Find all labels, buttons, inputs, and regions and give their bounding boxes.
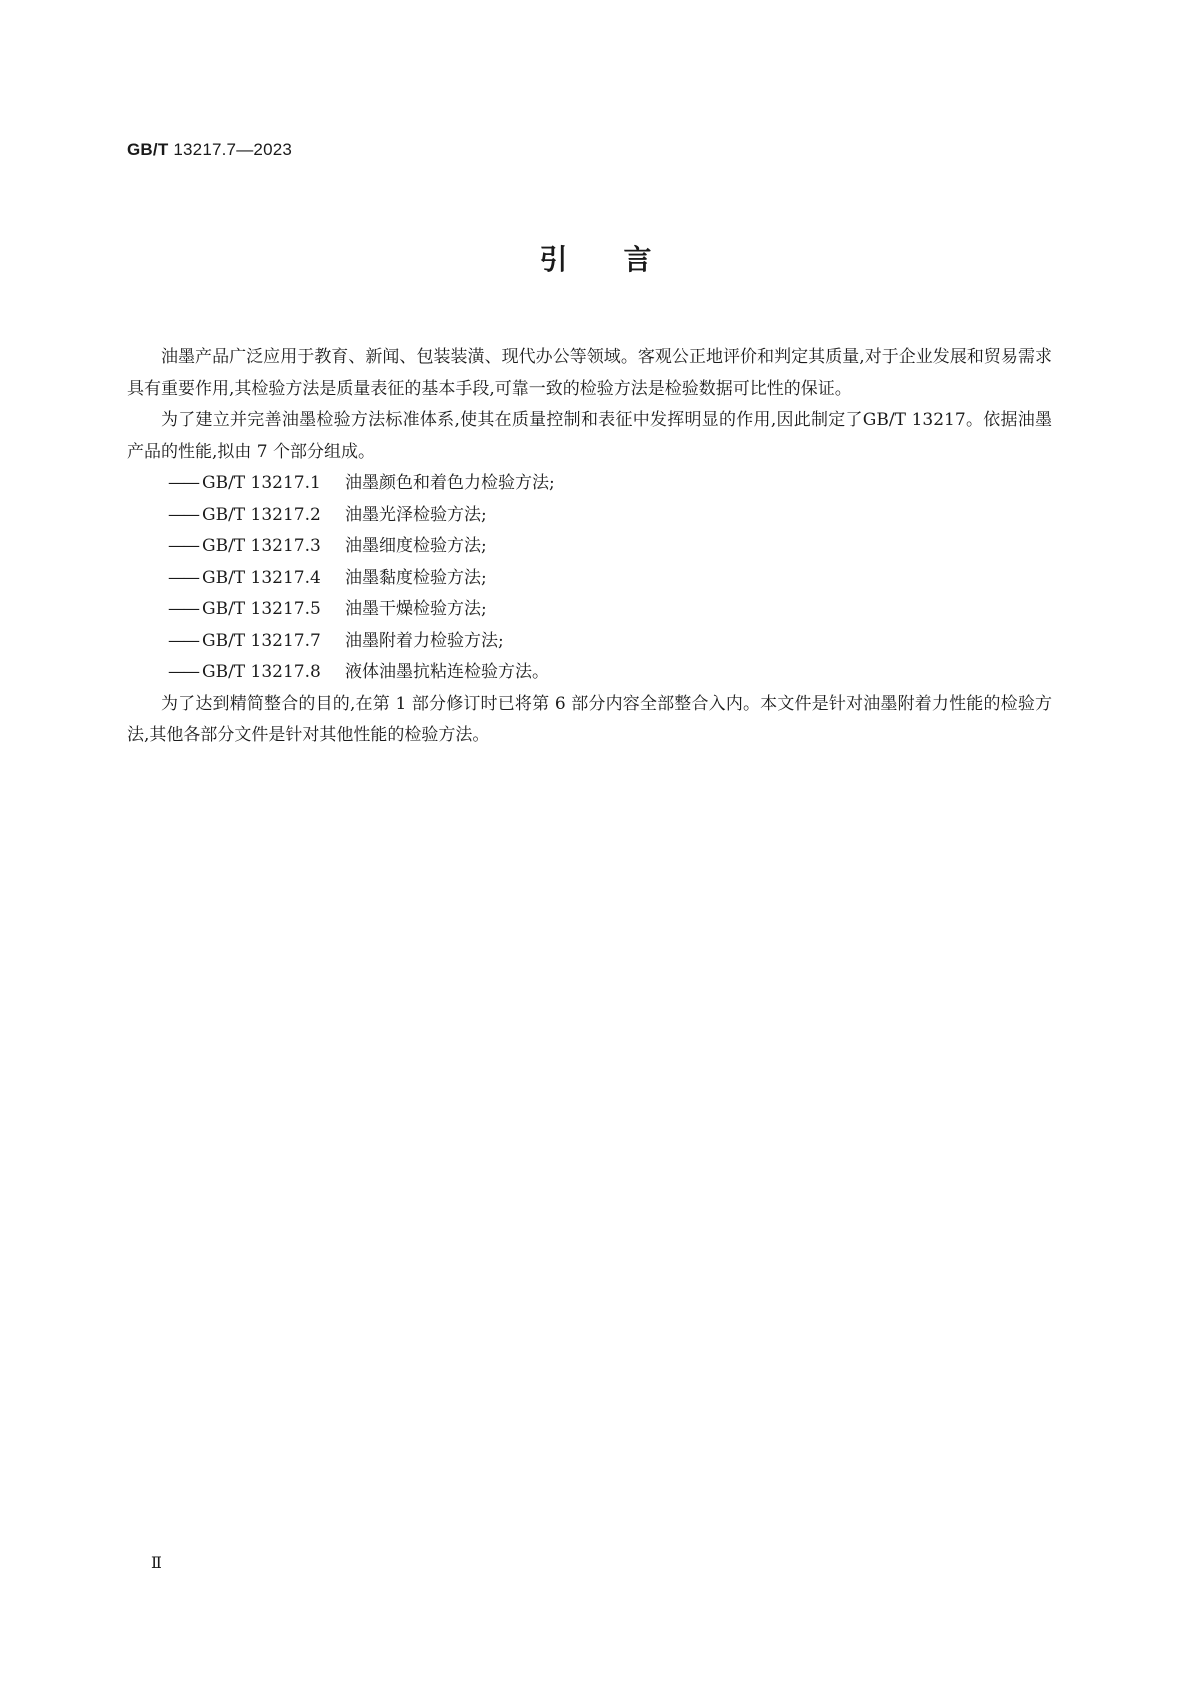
standard-code	[127, 140, 292, 160]
list-item	[127, 626, 1052, 658]
list-item-code: GB/T 13217.4	[202, 567, 321, 588]
list-item	[127, 563, 1052, 595]
standard-code-prefix: GB/T	[127, 140, 169, 159]
list-dash: ——	[168, 567, 198, 588]
list-dash: ——	[168, 536, 198, 556]
list-item-code: GB/T 13217.8	[202, 662, 321, 682]
list-dash: ——	[168, 473, 198, 493]
list-item-code: GB/T 13217.1	[202, 473, 321, 493]
list-item-title: 油墨细度检验方法;	[345, 536, 487, 556]
page-number: Ⅱ	[151, 1553, 162, 1572]
paragraph-3: 为了达到精简整合的目的,在第 1 部分修订时已将第 6 部分内容全部整合入内。本文件是针对油墨附着力性能的检验方法,其他各部分文件是针对其他性能的检验方法。	[127, 693, 1052, 745]
list-item	[127, 531, 1052, 563]
paragraph-2: 为了建立并完善油墨检验方法标准体系,使其在质量控制和表征中发挥明显的作用,因此制定了GB/T 13217。依据油墨产品的性能,拟由 7 个部分组成。	[127, 410, 1052, 462]
list-dash: ——	[168, 504, 198, 525]
list-item-title: 油墨黏度检验方法;	[345, 567, 487, 588]
section-title: 引言	[539, 243, 708, 276]
standard-code-number: 13217.7—2023	[173, 140, 293, 159]
list-item-code: GB/T 13217.7	[202, 630, 321, 651]
list-item-title: 油墨光泽检验方法;	[345, 504, 487, 525]
list-item-code: GB/T 13217.3	[202, 536, 321, 556]
list-dash: ——	[168, 630, 198, 651]
list-item-title: 液体油墨抗粘连检验方法。	[345, 662, 549, 682]
list-dash: ——	[168, 599, 198, 619]
paragraph-1: 油墨产品广泛应用于教育、新闻、包装装潢、现代办公等领域。客观公正地评价和判定其质量,对于企业发展和贸易需求具有重要作用,其检验方法是质量表征的基本手段,可靠一致的检验方法是检验数据可比性的保证。	[127, 347, 1052, 399]
introduction-body	[127, 342, 1052, 752]
list-item	[127, 468, 1052, 500]
list-item-code: GB/T 13217.5	[202, 599, 321, 619]
list-item	[127, 500, 1052, 532]
parts-list	[127, 468, 1052, 689]
list-dash: ——	[168, 662, 198, 682]
list-item-title: 油墨干燥检验方法;	[345, 599, 487, 619]
list-item	[127, 657, 1052, 689]
list-item	[127, 594, 1052, 626]
list-item-title: 油墨颜色和着色力检验方法;	[345, 473, 555, 493]
list-item-code: GB/T 13217.2	[202, 504, 321, 525]
list-item-title: 油墨附着力检验方法;	[345, 630, 504, 651]
